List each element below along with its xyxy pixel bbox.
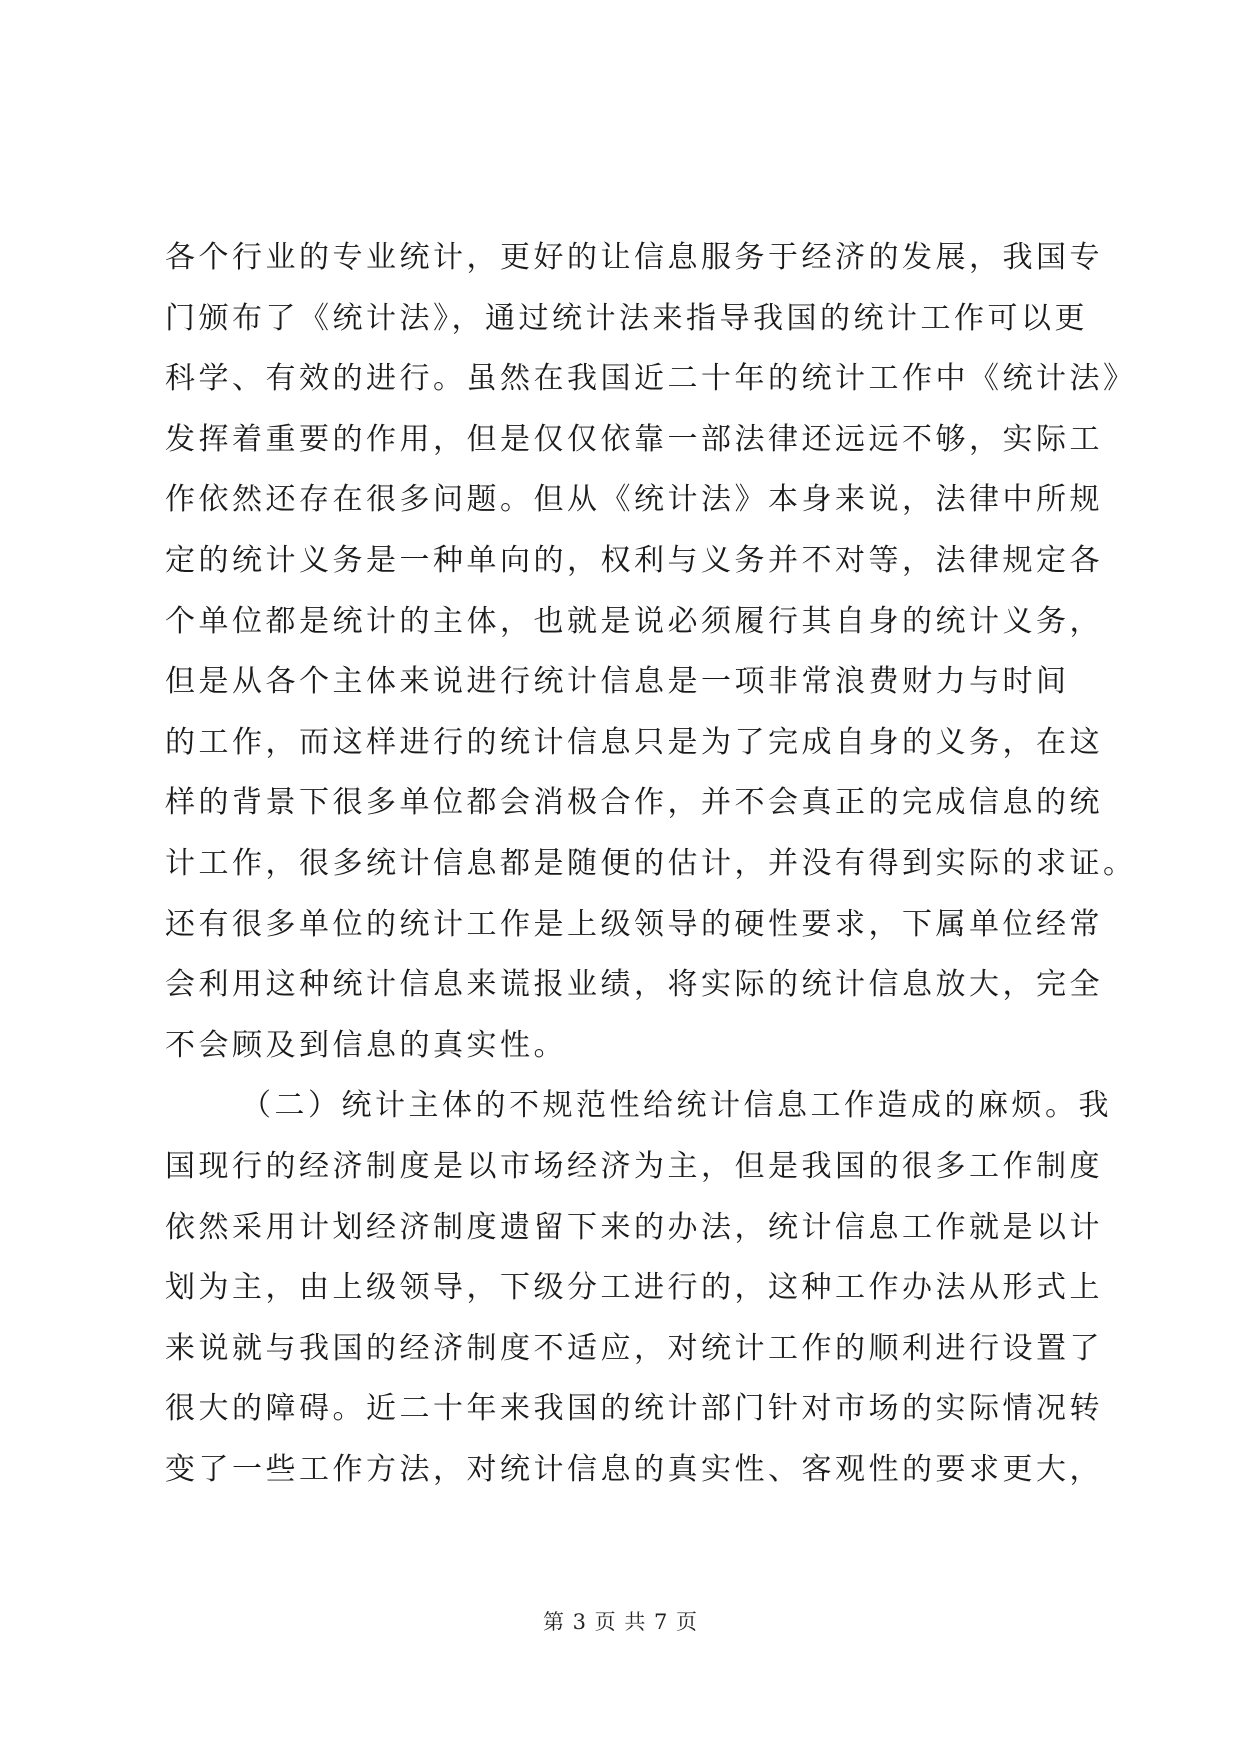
text-line: 很大的障碍。近二十年来我国的统计部门针对市场的实际情况转 [165,1391,1103,1427]
text-line: 各个行业的专业统计，更好的让信息服务于经济的发展，我国专 [165,240,1103,275]
text-line: 定的统计义务是一种单向的，权利与义务并不对等，法律规定各 [165,542,1103,578]
text-line: 国现行的经济制度是以市场经济为主，但是我国的很多工作制度 [165,1148,1103,1184]
text-line: 不会顾及到信息的真实性。 [165,1027,567,1063]
text-line: 还有很多单位的统计工作是上级领导的硬性要求，下属单位经常 [165,906,1103,942]
text-line: 但是从各个主体来说进行统计信息是一项非常浪费财力与时间 [165,664,1070,700]
text-line: 发挥着重要的作用，但是仅仅依靠一部法律还远远不够，实际工 [165,421,1103,457]
text-line: 会利用这种统计信息来谎报业绩，将实际的统计信息放大，完全 [165,967,1103,1003]
text-line: 门颁布了《统计法》，通过统计法来指导我国的统计工作可以更 [165,300,1088,336]
text-line: 计工作，很多统计信息都是随便的估计，并没有得到实际的求证。 [165,845,1137,881]
text-line: 样的背景下很多单位都会消极合作，并不会真正的完成信息的统 [165,785,1103,821]
body-text [165,228,1137,1500]
text-line: 来说就与我国的经济制度不适应，对统计工作的顺利进行设置了 [165,1330,1103,1366]
text-line: 的工作，而这样进行的统计信息只是为了完成自身的义务，在这 [165,724,1103,760]
section-heading-line: （二）统计主体的不规范性给统计信息工作造成的麻烦。我 [241,1088,1112,1124]
text-line: 变了一些工作方法，对统计信息的真实性、客观性的要求更大， [165,1451,1103,1487]
page-number-footer: 第 3 页 共 7 页 [542,1610,699,1634]
text-line: 依然采用计划经济制度遗留下来的办法，统计信息工作就是以计 [165,1209,1103,1245]
text-line: 划为主，由上级领导，下级分工进行的，这种工作办法从形式上 [165,1270,1103,1306]
text-line: 个单位都是统计的主体，也就是说必须履行其自身的统计义务， [165,603,1103,639]
text-line: 科学、有效的进行。虽然在我国近二十年的统计工作中《统计法》 [165,361,1137,397]
text-line: 作依然还存在很多问题。但从《统计法》本身来说，法律中所规 [165,482,1103,518]
